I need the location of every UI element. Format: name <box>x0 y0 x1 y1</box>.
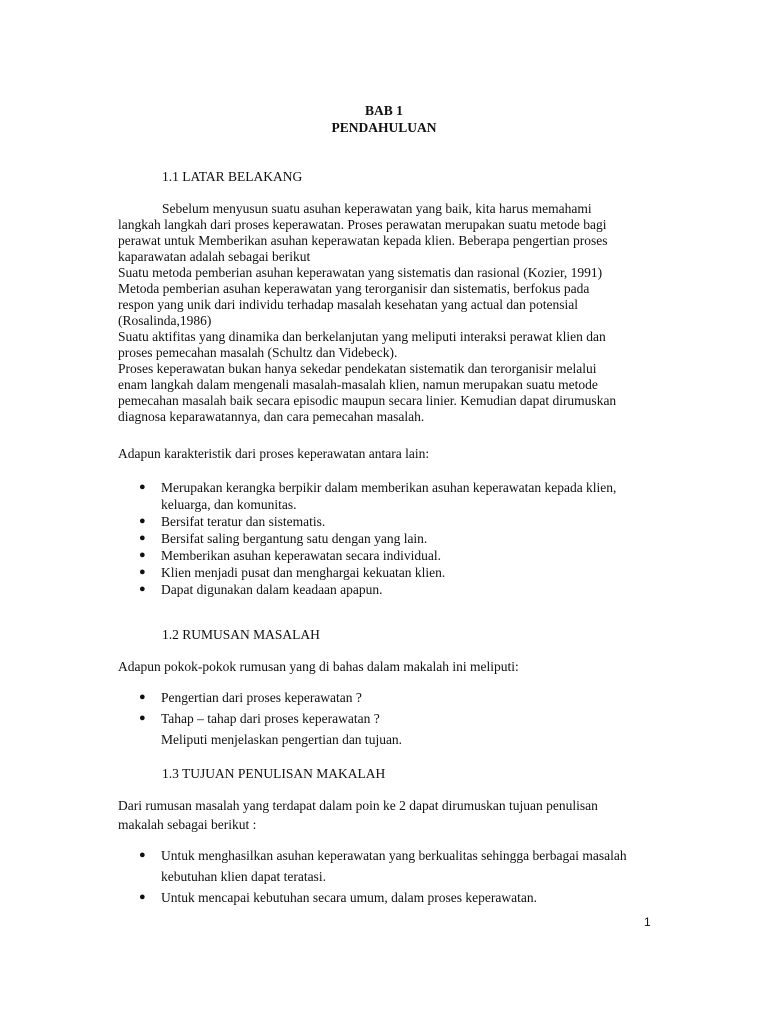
section-heading-rumusan-masalah: 1.2 RUMUSAN MASALAH <box>162 627 320 642</box>
bullet-icon: ● <box>139 849 146 861</box>
chapter-title: PENDAHULUAN <box>331 120 437 135</box>
bullet-icon: ● <box>139 712 146 724</box>
list-item: ● Untuk menghasilkan asuhan keperawatan yang berkualitas sehingga berbagai masalah kebutuhan klien dapat teratasi. <box>118 845 663 887</box>
bullet-icon: ● <box>139 481 146 493</box>
paragraph-line: pemecahan masalah baik secara episodic maupun secara linier. Kemudian dapat dirumuskan <box>118 393 617 408</box>
list-item: ● Untuk mencapai kebutuhan secara umum, dalam proses keperawatan. <box>118 887 663 908</box>
bullet-icon: ● <box>139 566 146 578</box>
objectives-intro: Dari rumusan masalah yang terdapat dalam poin ke 2 dapat dirumuskan tujuan penulisan makalah sebagai berikut : <box>118 798 598 832</box>
characteristics-list <box>118 479 663 598</box>
paragraph-line: diagnosa keparawatannya, dan cara pemecahan masalah. <box>118 409 425 424</box>
list-item: ● Tahap – tahap dari proses keperawatan ? Meliputi menjelaskan pengertian dan tujuan. <box>118 708 663 750</box>
paragraph-line: Suatu aktifitas yang dinamika dan berkelanjutan yang meliputi interaksi perawat klien dan <box>118 329 606 344</box>
list-item: ● Memberikan asuhan keperawatan secara individual. <box>139 548 442 563</box>
background-paragraph <box>118 201 663 425</box>
section-heading-latar-belakang: 1.1 LATAR BELAKANG <box>162 169 303 184</box>
paragraph-line: perawat untuk Memberikan asuhan keperawatan kepada klien. Beberapa pengertian proses <box>118 233 608 248</box>
list-item: ● Pengertian dari proses keperawatan ? <box>118 687 663 708</box>
bullet-icon: ● <box>139 549 146 561</box>
chapter-number: BAB 1 <box>365 103 403 118</box>
paragraph-line: Sebelum menyusun suatu asuhan keperawatan yang baik, kita harus memahami <box>162 201 592 216</box>
paragraph-line: Proses keperawatan bukan hanya sekedar pendekatan sistematik dan terorganisir melalui <box>118 361 597 376</box>
list-item: ● Dapat digunakan dalam keadaan apapun. <box>139 582 383 597</box>
paragraph-line: Suatu metoda pemberian asuhan keperawatan yang sistematis dan rasional (Kozier, 1991) <box>118 265 603 280</box>
list-item: ● Klien menjadi pusat dan menghargai kekuatan klien. <box>139 565 446 580</box>
characteristics-intro: Adapun karakteristik dari proses keperawatan antara lain: <box>118 446 430 461</box>
paragraph-line: langkah langkah dari proses keperawatan. Proses perawatan merupakan suatu metode bagi <box>118 217 607 232</box>
section-heading-tujuan-penulisan: 1.3 TUJUAN PENULISAN MAKALAH <box>162 766 386 781</box>
list-item: ● Merupakan kerangka berpikir dalam memberikan asuhan keperawatan kepada klien, keluarga, dan komunitas. <box>139 480 617 512</box>
list-item: ● Bersifat saling bergantung satu dengan yang lain. <box>139 531 428 546</box>
bullet-icon: ● <box>139 515 146 527</box>
bullet-icon: ● <box>139 532 146 544</box>
paragraph-line: Metoda pemberian asuhan keperawatan yang terorganisir dan sistematis, berfokus pada <box>118 281 590 296</box>
bullet-icon: ● <box>139 583 146 595</box>
paragraph-line: enam langkah dalam mengenali masalah-masalah klien, namun merupakan suatu metode <box>118 377 598 392</box>
paragraph-line: respon yang unik dari individu terhadap masalah kesehatan yang actual dan potensial <box>118 297 578 312</box>
paragraph-line: kaparawatan adalah sebagai berikut <box>118 249 311 264</box>
bullet-icon: ● <box>139 691 146 703</box>
paragraph-line: (Rosalinda,1986) <box>118 313 212 328</box>
bullet-icon: ● <box>139 891 146 903</box>
list-item: ● Bersifat teratur dan sistematis. <box>139 514 326 529</box>
problem-list <box>118 687 663 750</box>
paragraph-line: proses pemecahan masalah (Schultz dan Videbeck). <box>118 345 398 360</box>
problem-intro: Adapun pokok-pokok rumusan yang di bahas dalam makalah ini meliputi: <box>118 659 519 674</box>
objectives-list <box>118 845 663 908</box>
page-number: 1 <box>644 915 651 929</box>
